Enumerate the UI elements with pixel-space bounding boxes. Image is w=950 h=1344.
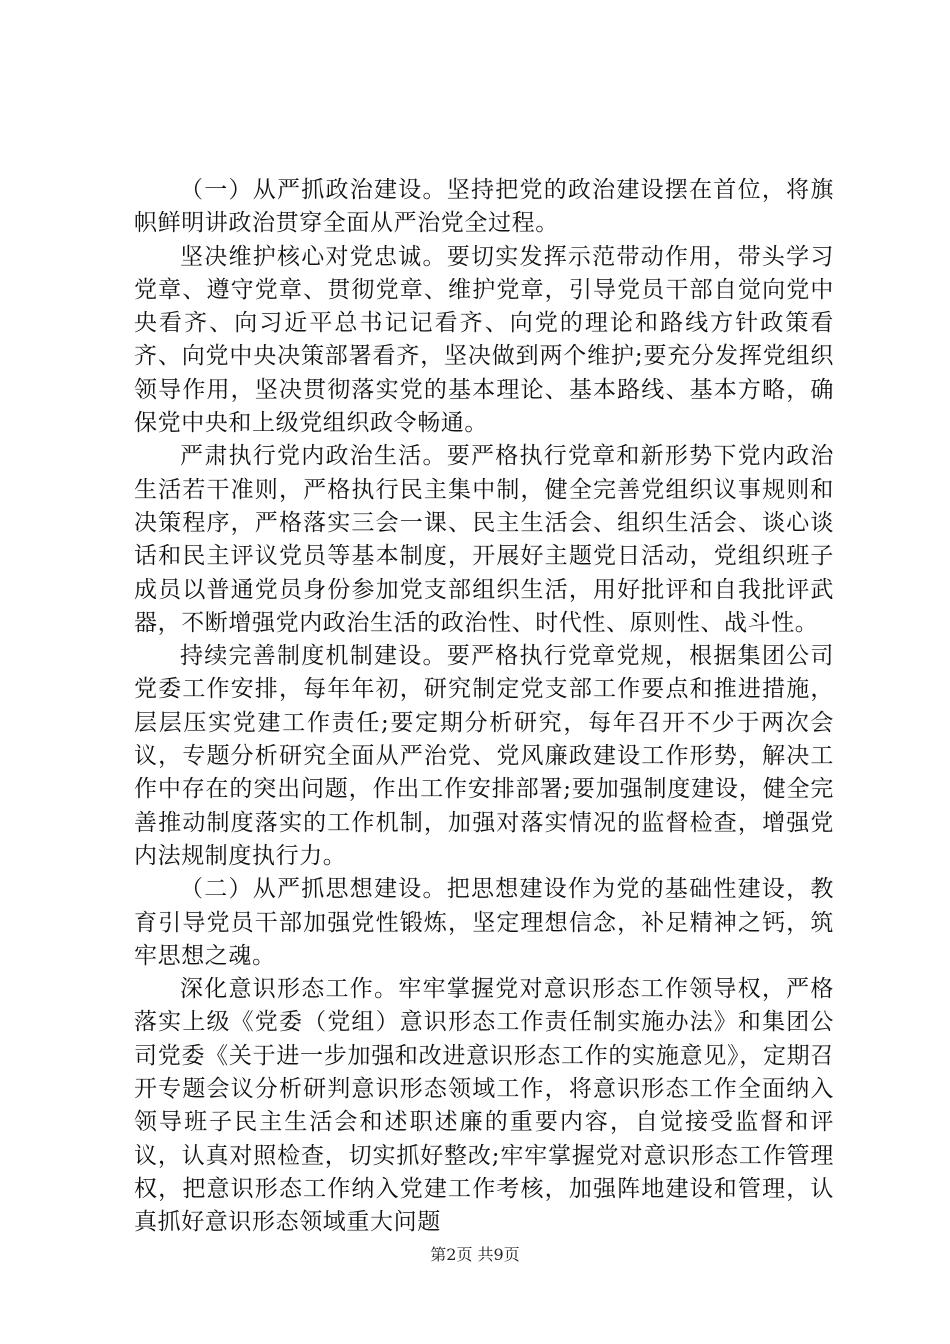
paragraph-uphold-core: 坚决维护核心对党忠诚。要切实发挥示范带动作用，带头学习党章、遵守党章、贯彻党章、维护党章，引导党员干部自觉向党中央看齐、向习近平总书记记看齐、向党的理论和路线方针政策看齐、向党中央决策部署看齐，坚决做到两个维护;要充分发挥党组织领导作用，坚决贯彻落实党的基本理论、基本路线、基本方略，确保党中央和上级党组织政令畅通。: [134, 243, 834, 437]
paragraph-political-building: （一）从严抓政治建设。坚持把党的政治建设摆在首位，将旗帜鲜明讲政治贯穿全面从严治党全过程。: [134, 177, 834, 237]
document-body: [134, 174, 834, 1240]
paragraph-ideological-building: （二）从严抓思想建设。把思想建设作为党的基础性建设，教育引导党员干部加强党性锻炼，坚定理想信念，补足精神之钙，筑牢思想之魂。: [134, 876, 834, 969]
page-footer: 第2页 共9页: [430, 1245, 520, 1264]
paragraph-institution-building: 持续完善制度机制建设。要严格执行党章党规，根据集团公司党委工作安排，每年年初，研究制定党支部工作要点和推进措施，层层压实党建工作责任;要定期分析研究，每年召开不少于两次会议，专题分析研究全面从严治党、党风廉政建设工作形势，解决工作中存在的突出问题，作出工作安排部署;要加强制度建设，健全完善推动制度落实的工作机制，加强对落实情况的监督检查，增强党内法规制度执行力。: [134, 643, 834, 869]
paragraph-political-life: 严肃执行党内政治生活。要严格执行党章和新形势下党内政治生活若干准则，严格执行民主集中制，健全完善党组织议事规则和决策程序，严格落实三会一课、民主生活会、组织生活会、谈心谈话和民主评议党员等基本制度，开展好主题党日活动，党组织班子成员以普通党员身份参加党支部组织生活，用好批评和自我批评武器，不断增强党内政治生活的政治性、时代性、原则性、战斗性。: [134, 443, 834, 636]
paragraph-ideology-work: 深化意识形态工作。牢牢掌握党对意识形态工作领导权，严格落实上级《党委（党组）意识形态工作责任制实施办法》和集团公司党委《关于进一步加强和改进意识形态工作的实施意见》，定期召开专题会议分析研判意识形态领域工作，将意识形态工作全面纳入领导班子民主生活会和述职述廉的重要内容，自觉接受监督和评议，认真对照检查，切实抓好整改;牢牢掌握党对意识形态工作管理权，把意识形态工作纳入党建工作考核，加强阵地建设和管理，认真抓好意识形态领域重大问题: [134, 976, 834, 1236]
